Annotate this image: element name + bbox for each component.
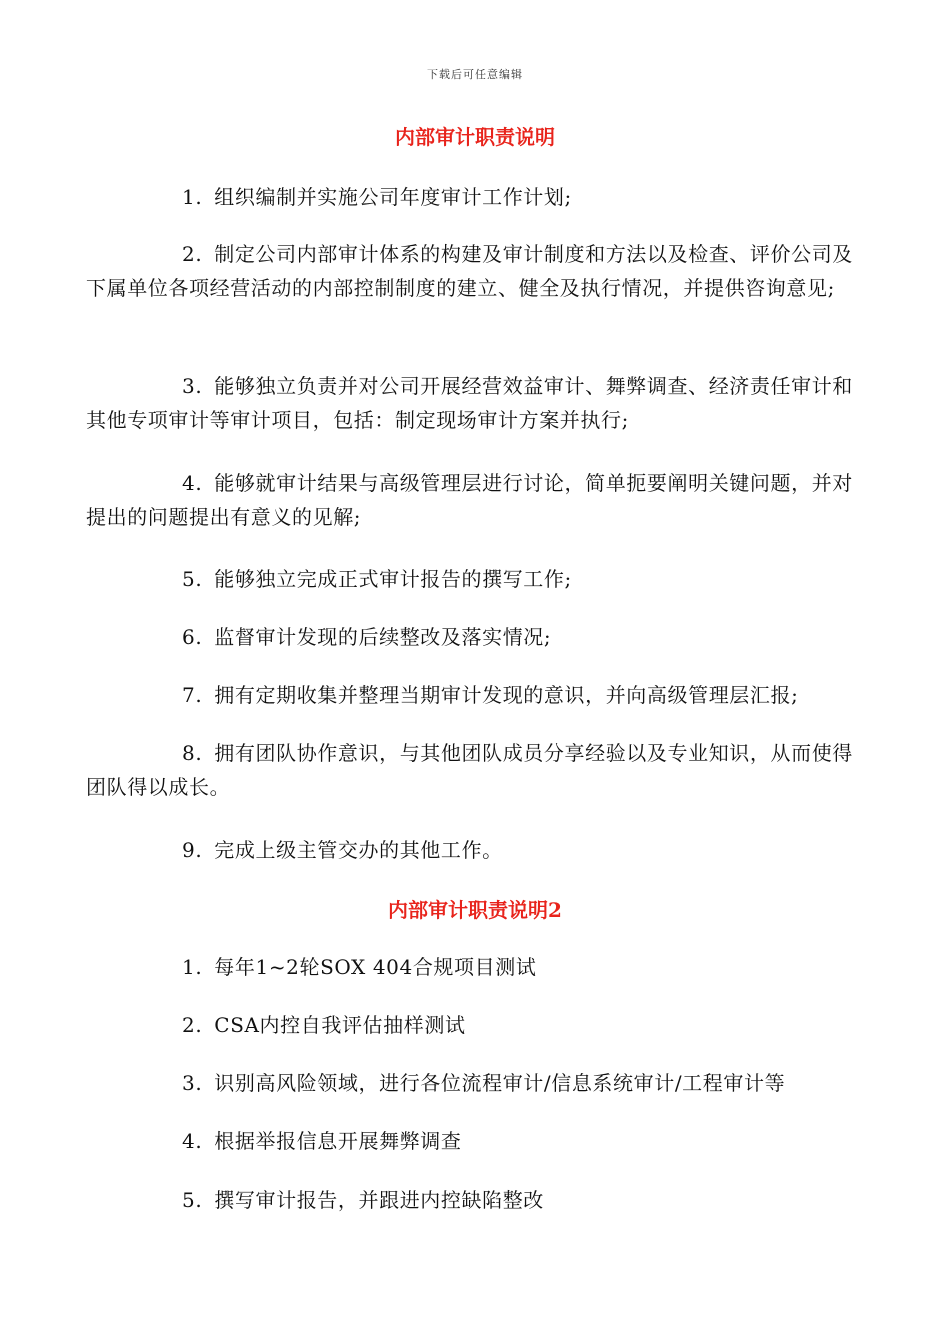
item-number: 1. [182, 955, 203, 979]
page-header: 下载后可任意编辑 [427, 68, 523, 81]
list-item [86, 1008, 864, 1042]
item-text: CSA内控自我评估抽样测试 [214, 1013, 466, 1037]
item-text: 组织编制并实施公司年度审计工作计划; [214, 185, 572, 209]
item-text: 监督审计发现的后续整改及落实情况; [214, 625, 552, 649]
list-item [86, 736, 864, 804]
list-item [86, 369, 864, 437]
list-item [86, 237, 864, 305]
item-number: 4. [182, 1129, 203, 1153]
section-title-2: 内部审计职责说明2 [388, 898, 562, 922]
list-item [86, 1183, 864, 1217]
item-text: 制定公司内部审计体系的构建及审计制度和方法以及检查、评价公司及下属单位各项经营活动的内部控制制度的建立、健全及执行情况，并提供咨询意见; [86, 242, 853, 300]
item-text: 拥有定期收集并整理当期审计发现的意识，并向高级管理层汇报; [214, 683, 799, 707]
item-number: 6. [182, 625, 203, 649]
list-item [86, 1124, 864, 1158]
item-text: 能够独立负责并对公司开展经营效益审计、舞弊调查、经济责任审计和其他专项审计等审计项目，包括：制定现场审计方案并执行; [86, 374, 853, 432]
item-text: 根据举报信息开展舞弊调查 [214, 1129, 462, 1153]
item-number: 2. [182, 1013, 203, 1037]
item-text: 能够独立完成正式审计报告的撰写工作; [214, 567, 572, 591]
item-number: 4. [182, 471, 203, 495]
list-item [86, 466, 864, 534]
list-item [86, 562, 864, 596]
list-item [86, 1066, 864, 1100]
item-number: 8. [182, 741, 203, 765]
item-text: 完成上级主管交办的其他工作。 [214, 838, 503, 862]
item-text: 能够就审计结果与高级管理层进行讨论，简单扼要阐明关键问题，并对提出的问题提出有意义的见解; [86, 471, 853, 529]
item-text: 撰写审计报告，并跟进内控缺陷整改 [214, 1188, 544, 1212]
item-text: 拥有团队协作意识，与其他团队成员分享经验以及专业知识，从而使得团队得以成长。 [86, 741, 853, 799]
item-number: 5. [182, 567, 203, 591]
list-item [86, 620, 864, 654]
list-item [86, 678, 864, 712]
item-number: 9. [182, 838, 203, 862]
item-number: 3. [182, 374, 203, 398]
list-item [86, 833, 864, 867]
item-number: 2. [182, 242, 203, 266]
item-text: 每年1~2轮SOX 404合规项目测试 [214, 955, 537, 979]
item-number: 7. [182, 683, 203, 707]
item-number: 1. [182, 185, 203, 209]
item-number: 3. [182, 1071, 203, 1095]
list-item [86, 950, 864, 984]
item-text: 识别高风险领域，进行各位流程审计/信息系统审计/工程审计等 [214, 1071, 786, 1095]
item-number: 5. [182, 1188, 203, 1212]
section-title-1: 内部审计职责说明 [395, 125, 555, 149]
list-item [86, 180, 864, 214]
